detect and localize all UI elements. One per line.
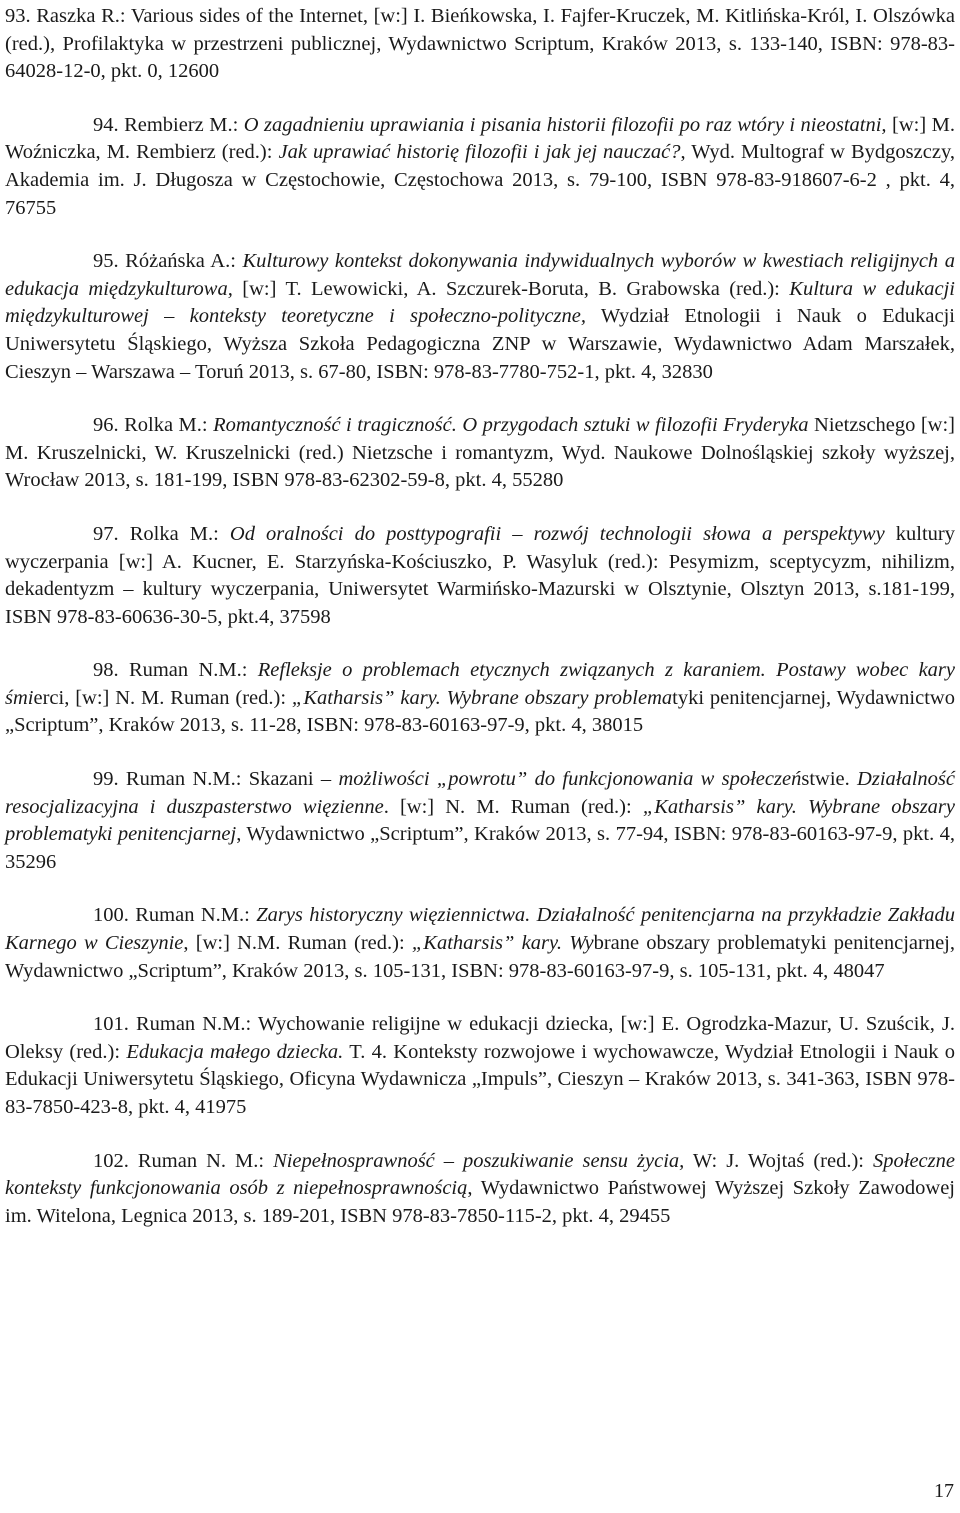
entry-text-segment: erci, [w:] N. M. Ruman (red.): — [33, 686, 292, 709]
bibliography-entry — [5, 766, 955, 876]
entry-text-segment: tyki penitencjarnej, Wydawnictwo „Scriptum”, Kraków 2013, s. 11-28, ISBN: 978-83-60163-97-9, pkt. 4, 38015 — [5, 686, 955, 737]
bibliography-entry — [5, 412, 955, 495]
entry-text-segment: [w:] M. Woźniczka, M. Rembierz (red.): — [5, 113, 955, 164]
entry-title-italic: Od oralności do posttypografii – rozwój technologii słowa a perspektywy — [229, 522, 885, 545]
entry-title-italic: „Katharsis” kary. Wybrane obszary problematyki penitencjarnej — [5, 795, 955, 846]
entry-text — [5, 659, 93, 681]
entry-text — [5, 768, 93, 790]
bibliography-page — [5, 3, 955, 1256]
bibliography-entry — [5, 112, 955, 222]
entry-text — [5, 114, 93, 136]
entry-text-segment: Wydział Etnologii i Nauk o Edukacji Uniwersytetu Śląskiego, Wyższa Szkoła Pedagogiczna ZNP w Warszawie, Wydawnictwo Adam Marszałek, Cieszyn – Warszawa – Toruń 2013, s. 67-80, ISBN: 978-83-7780-752-1, pkt. 4, 32830 — [5, 305, 955, 383]
entry-text-segment: Nietzschego [w:] M. Kruszelnicki, W. Kruszelnicki (red.) Nietzsche i romantyzm, Wyd. Naukowe Dolnośląskiej szkoły wyższej, Wrocław 2013, s. 181-199, ISBN 978-83-62302-59-8, pkt. 4, 55280 — [5, 414, 955, 492]
bibliography-list — [5, 3, 955, 1230]
entry-title-italic: Działalność resocjalizacyjna i duszpasterstwo więzienne — [5, 768, 955, 818]
entry-text-segment: , [w:] N.M. Ruman (red.): — [183, 932, 412, 955]
entry-title-italic: „Katharsis” kary. Wy — [411, 932, 594, 955]
entry-text-segment: brane obszary problematyki penitencjarnej, Wydawnictwo „Scriptum”, Kraków 2013, s. 105-131, ISBN: 978-83-60163-97-9, s. 105-131, pkt. 4, 48047 — [5, 932, 955, 982]
entry-text-segment: 95. Różańska A.: — [93, 250, 243, 273]
entry-text-segment: 98. Ruman N.M.: — [93, 659, 258, 682]
entry-text-segment: 96. Rolka M.: — [93, 414, 214, 437]
entry-text-segment: 94. Rembierz M.: — [93, 113, 244, 136]
entry-text — [5, 904, 93, 926]
entry-text — [5, 250, 93, 272]
entry-text-segment: kultury wyczerpania [w:] A. Kucner, E. Starzyńska-Kościuszko, P. Wasyluk (red.): Pesymizm, sceptycyzm, nihilizm, dekadentyzm – kultury wyczerpania, Uniwersytet Warmińsko-Mazurski w Olsztynie, Olsztyn 2013, s.181-199, ISBN 978-83-60636-30-5, pkt.4, 37598 — [5, 522, 955, 628]
entry-title-italic: „Katharsis” kary. Wybrane obszary problema — [291, 686, 673, 709]
entry-title-italic: Romantyczność i tragiczność. O przygodach sztuki w filozofii Fryderyka — [213, 414, 809, 437]
bibliography-entry — [5, 1148, 955, 1231]
entry-text-segment: 102. Ruman N. M.: — [93, 1149, 274, 1172]
entry-text — [5, 1013, 93, 1035]
entry-text — [5, 523, 93, 545]
entry-text-segment: T. 4. Konteksty rozwojowe i wychowawcze, Wydział Etnologii i Nauk o Edukacji Uniwersytetu Śląskiego, Oficyna Wydawnicza „Impuls”, Cieszyn – Kraków 2013, s. 341-363, ISBN 978-83-7850-423-8, pkt. 4, 41975 — [5, 1040, 955, 1118]
entry-title-italic: Kultura w edukacji międzykulturowej – konteksty teoretyczne i społeczno-polityczne, — [5, 277, 955, 328]
entry-text-segment: 99. Ruman N.M.: Skazani – — [93, 768, 339, 791]
entry-text — [5, 414, 93, 436]
bibliography-entry — [5, 521, 955, 631]
bibliography-entry — [5, 1011, 955, 1121]
entry-text-segment: W: J. Wojtaś (red.): — [684, 1149, 873, 1172]
entry-title-italic: Społeczne konteksty funkcjonowania osób z niepełnosprawnością — [5, 1149, 955, 1200]
entry-text-segment: 97. Rolka M.: — [93, 522, 230, 545]
bibliography-entry — [5, 902, 955, 985]
entry-title-italic: Zarys historyczny więziennictwa. Działalność penitencjarna na przykładzie Zakładu Karnego w Cieszynie — [5, 904, 955, 955]
entry-title-italic: Niepełnosprawność – poszukiwanie sensu życia, — [273, 1149, 685, 1172]
page-number: 17 — [934, 1480, 954, 1502]
bibliography-entry — [5, 657, 955, 740]
entry-title-italic: Jak uprawiać historię filozofii i jak jej nauczać? — [278, 141, 681, 164]
entry-text-segment: 101. Ruman N.M.: Wychowanie religijne w edukacji dziecka, [w:] E. Ogrodzka-Mazur, U. Szuścik, J. Oleksy (red.): — [5, 1013, 955, 1063]
entry-title-italic: Edukacja małego dziecka. — [126, 1040, 344, 1063]
bibliography-entry — [5, 248, 955, 386]
bibliography-entry — [5, 3, 955, 86]
entry-title-italic: Refleksje o problemach etycznych związanych z karaniem. Postawy wobec kary śmi — [5, 659, 955, 709]
entry-title-italic: O zagadnieniu uprawiania i pisania historii filozofii po raz wtóry i nieostatni, — [243, 113, 887, 136]
entry-title-italic: Kulturowy kontekst dokonywania indywidualnych wyborów w kwestiach religijnych a edukacja międzykulturowa, — [5, 250, 955, 300]
entry-title-italic: możliwości „powrotu” do funkcjonowania w społeczeń — [338, 768, 802, 791]
entry-text-segment: [w:] T. Lewowicki, A. Szczurek-Boruta, B. Grabowska (red.): — [232, 277, 790, 300]
entry-text — [5, 1150, 93, 1172]
entry-text-segment: 93. Raszka R.: Various sides of the Internet, [w:] I. Bieńkowska, I. Fajfer-Kruczek, M. Kitlińska-Król, I. Olszówka (red.), Profilaktyka w przestrzeni publicznej, Wydawnictwo Scriptum, Kraków 2013, s. 133-140, ISBN: 978-83-64028-12-0, pkt. 0, 12600 — [5, 5, 955, 83]
entry-text-segment: stwie. — [801, 768, 858, 791]
entry-text-segment: , Wydawnictwo Państwowej Wyższej Szkoły Zawodowej im. Witelona, Legnica 2013, s. 189-201, ISBN 978-83-7850-115-2, pkt. 4, 29455 — [5, 1177, 955, 1227]
entry-text-segment: 100. Ruman N.M.: — [93, 904, 257, 927]
entry-text-segment: . [w:] N. M. Ruman (red.): — [383, 795, 643, 818]
entry-text-segment: , Wydawnictwo „Scriptum”, Kraków 2013, s. 77-94, ISBN: 978-83-60163-97-9, pkt. 4, 35296 — [5, 823, 955, 873]
entry-text-segment: , Wyd. Multograf w Bydgoszczy, Akademia im. J. Długosza w Częstochowie, Częstochowa 2013, s. 79-100, ISBN 978-83-918607-6-2 , pkt. 4, 76755 — [5, 141, 955, 219]
